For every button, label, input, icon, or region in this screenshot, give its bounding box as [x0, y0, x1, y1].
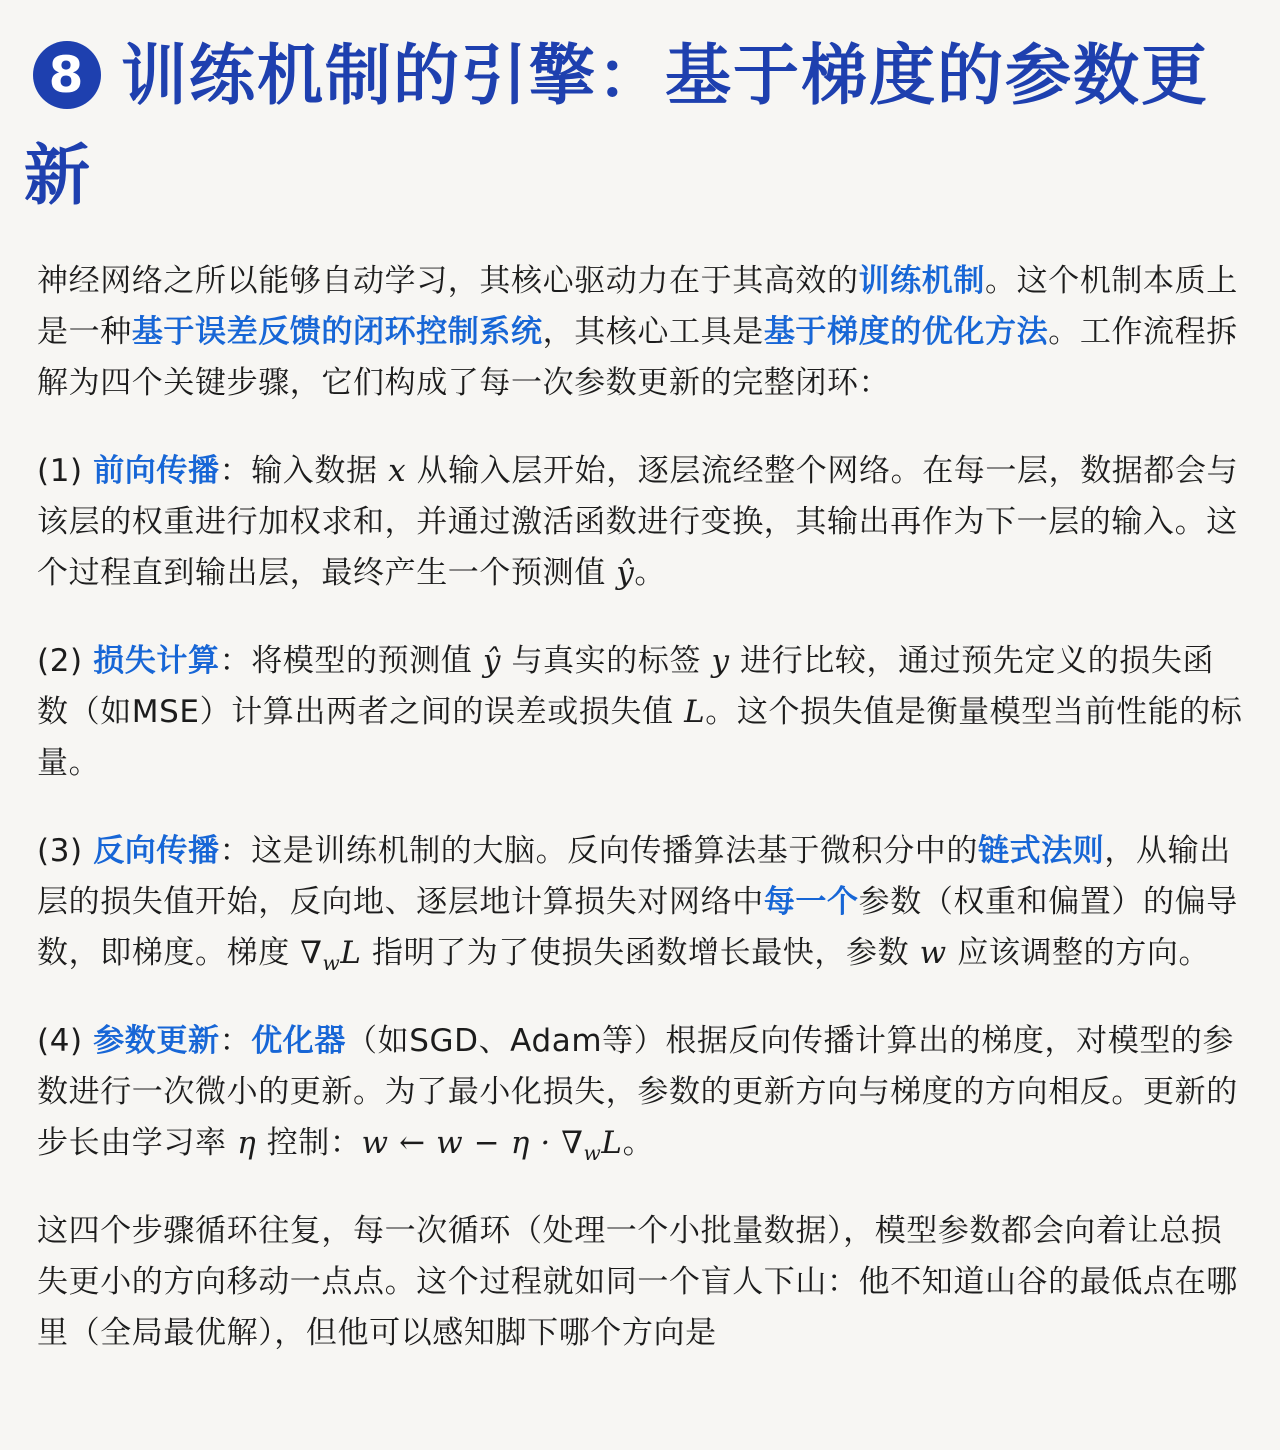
text: 。这个损失值是衡量模型当前性能的标量。 — [37, 694, 1243, 781]
text: ，从输出层的损失值开始，反向地、逐层地计算损失对网络中 — [37, 833, 1231, 920]
text: ： — [219, 1023, 252, 1059]
nabla-symbol: ∇ — [300, 935, 323, 971]
step-number: (2) — [37, 643, 83, 679]
section-heading — [24, 0, 1244, 226]
step-title: 参数更新 — [93, 1023, 220, 1059]
text: ，其核心工具是 — [542, 314, 764, 350]
highlight-chain-rule: 链式法则 — [978, 833, 1105, 869]
highlight-gradient-optimization: 基于梯度的优化方法 — [763, 314, 1049, 350]
text: 。 — [622, 1125, 655, 1161]
highlight-closed-loop-system: 基于误差反馈的闭环控制系统 — [131, 314, 543, 350]
intro-paragraph — [37, 256, 1244, 409]
summary-paragraph: 这四个步骤循环往复，每一次循环（处理一个小批量数据），模型参数都会向着让总损失更小的方向移动一点点。这个过程就如同一个盲人下山：他不知道山谷的最低点在哪里（全局最优解），但他可以感知脚下哪个方向是 — [37, 1213, 1238, 1351]
text: 。工作流程拆解为四个关键步骤，它们构成了每一次参数更新的完整闭环： — [37, 314, 1238, 401]
math-gradient — [300, 935, 362, 976]
text: 。 — [634, 555, 666, 591]
text: 进行比较，通过预先定义的损失函数（如MSE）计算出两者之间的误差或损失值 — [37, 643, 1215, 730]
text: 参数（权重和偏置）的偏导数，即梯度。梯度 — [37, 884, 1238, 971]
step-forward-propagation — [37, 446, 1244, 599]
text: 指明了为了使损失函数增长最快，参数 — [361, 935, 920, 971]
text: 应该调整的方向。 — [946, 935, 1211, 971]
math-y: y — [711, 643, 730, 679]
formula-main: w ← w − η · ∇ — [361, 1125, 584, 1161]
step-number: (4) — [37, 1023, 83, 1059]
highlight-every-one: 每一个 — [763, 884, 859, 920]
math-L: L — [340, 935, 362, 971]
text: ：将模型的预测值 — [219, 643, 483, 679]
highlight-training-mechanism: 训练机制 — [858, 263, 986, 299]
math-x: x — [388, 453, 407, 489]
text: ：这是训练机制的大脑。反向传播算法基于微积分中的 — [219, 833, 978, 869]
text: 从输入层开始，逐层流经整个网络。在每一层，数据都会与该层的权重进行加权求和，并通过激活函数进行变换，其输出再作为下一层的输入。这个过程直到输出层，最终产生一个预测值 — [37, 453, 1239, 591]
text: 与真实的标签 — [500, 643, 712, 679]
step-loss-calculation — [37, 636, 1244, 789]
math-eta: η — [237, 1125, 257, 1161]
math-y-hat: ŷ — [482, 643, 501, 679]
subscript-w: w — [322, 951, 341, 976]
subscript-w: w — [583, 1141, 602, 1166]
step-backpropagation — [37, 826, 1244, 979]
text: 。这个机制本质上是一种 — [37, 263, 1238, 350]
highlight-optimizer: 优化器 — [251, 1023, 347, 1059]
heading-text: 训练机制的引擎：基于梯度的参数更新 — [24, 37, 1209, 214]
math-L: L — [601, 1125, 623, 1161]
math-w: w — [919, 935, 947, 971]
text: 神经网络之所以能够自动学习，其核心驱动力在于其高效的 — [37, 263, 859, 299]
step-title: 反向传播 — [93, 833, 220, 869]
math-y-hat: ŷ — [616, 555, 635, 591]
text: （如SGD、Adam等）根据反向传播计算出的梯度，对模型的参数进行一次微小的更新。为了最小化损失，参数的更新方向与梯度的方向相反。更新的步长由学习率 — [37, 1023, 1238, 1161]
math-L: L — [684, 694, 706, 730]
text: ：输入数据 — [219, 453, 389, 489]
step-number: (1) — [37, 453, 83, 489]
step-title: 损失计算 — [93, 643, 220, 679]
step-parameter-update — [37, 1016, 1244, 1169]
text: 控制： — [256, 1125, 362, 1161]
update-formula — [361, 1125, 623, 1166]
step-number: (3) — [37, 833, 83, 869]
section-number-badge: 8 — [33, 41, 101, 109]
step-title: 前向传播 — [93, 453, 220, 489]
